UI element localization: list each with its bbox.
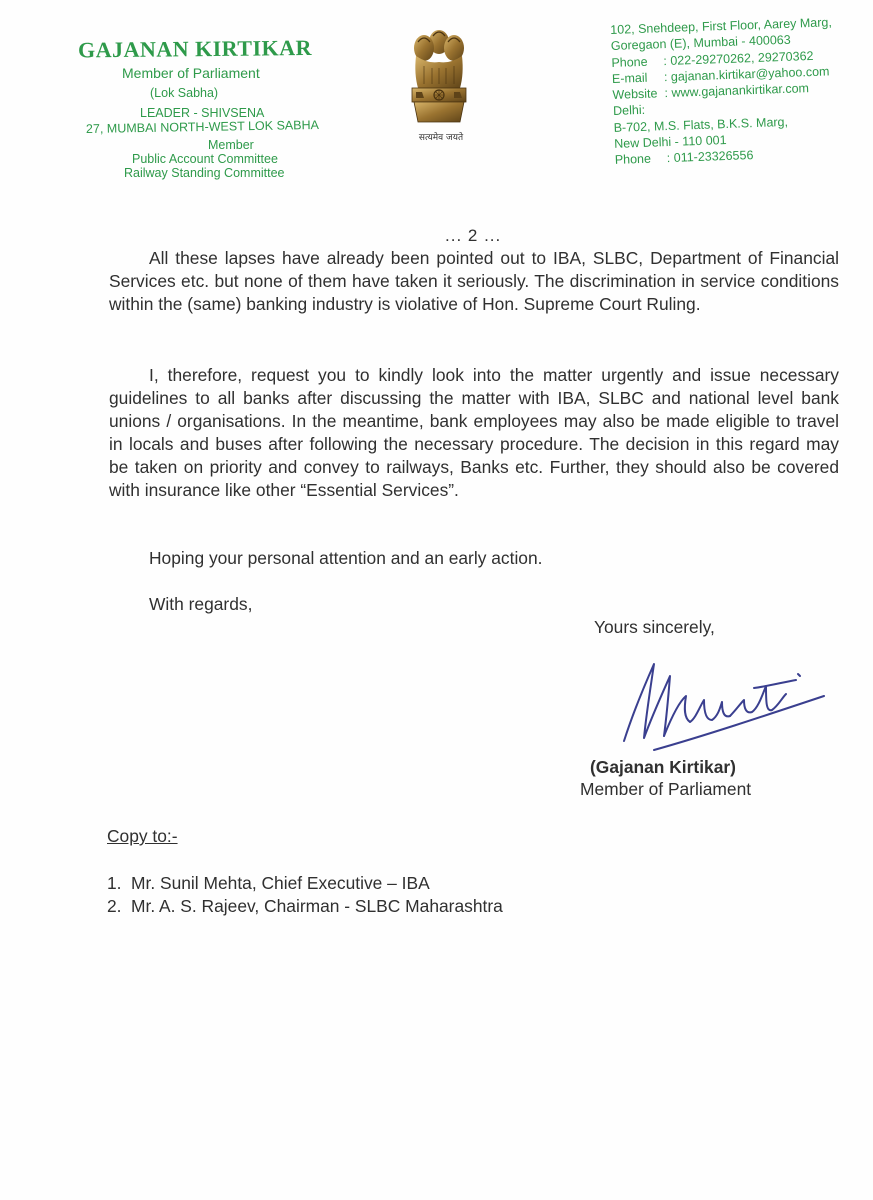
letterhead-house: (Lok Sabha)	[150, 86, 219, 100]
address-line-2: Goregaon (E), Mumbai - 400063	[610, 33, 791, 54]
signatory-name: (Gajanan Kirtikar)	[590, 757, 736, 777]
website-value: : www.gajanankirtikar.com	[664, 81, 810, 101]
delhi-phone-label: Phone	[614, 152, 652, 168]
list-item-number: 2.	[107, 896, 122, 916]
national-emblem-icon	[404, 26, 474, 143]
website-label: Website	[612, 86, 658, 103]
paragraph-2: I, therefore, request you to kindly look into the matter urgently and issue necessary guidelines to all banks after discussing the matter with IBA, SLBC and national level bank unions / organisations. In the meantime, bank employees may also be made eligible to travel in locals and buses after following the necessary procedure. The decision in this regard may be taken on priority and convey to railways, Banks etc. Further, they should also be covered with insurance like other “Essential Services”.	[109, 365, 839, 500]
address-line-1: 102, Snehdeep, First Floor, Aarey Marg,	[610, 15, 833, 37]
delhi-line-2: New Delhi - 110 001	[614, 133, 727, 151]
phone-value: : 022-29270262, 29270362	[663, 48, 814, 68]
list-item-number: 1.	[107, 873, 122, 893]
letterhead-committee-1: Public Account Committee	[132, 152, 278, 166]
letterhead-name: GAJANAN KIRTIKAR	[77, 34, 313, 63]
letterhead-member: Member	[208, 138, 254, 152]
email-label: E-mail	[611, 70, 648, 86]
letterhead-committee-2: Railway Standing Committee	[124, 166, 285, 180]
email-value: : gajanan.kirtikar@yahoo.com	[663, 64, 830, 85]
list-item-text: Mr. A. S. Rajeev, Chairman - SLBC Maharashtra	[131, 896, 503, 916]
letterhead-party: LEADER - SHIVSENA	[140, 106, 265, 120]
signatory-title: Member of Parliament	[580, 779, 752, 799]
letterhead-left	[77, 34, 348, 180]
list-item	[107, 895, 503, 918]
copy-to-list	[107, 872, 503, 918]
list-item-text: Mr. Sunil Mehta, Chief Executive – IBA	[131, 873, 430, 893]
hoping-line: Hoping your personal attention and an early action.	[149, 548, 543, 568]
signature-icon	[614, 646, 834, 766]
closing-line: Yours sincerely,	[594, 617, 715, 637]
list-item	[107, 872, 503, 895]
letterhead-constituency: 27, MUMBAI NORTH-WEST LOK SABHA	[85, 117, 319, 136]
regards-line: With regards,	[149, 594, 253, 614]
paragraph-1: All these lapses have already been pointed out to IBA, SLBC, Department of Financial Services etc. but none of them have taken it seriously. The discrimination in service conditions within the (same) banking industry is violative of Hon. Supreme Court Ruling.	[109, 248, 839, 314]
letterhead-address	[610, 13, 873, 169]
emblem-motto: सत्यमेव जयते	[418, 133, 464, 143]
copy-to-heading: Copy to:-	[107, 826, 178, 846]
delhi-phone-value: : 011-23326556	[666, 148, 754, 166]
delhi-line-1: B-702, M.S. Flats, B.K.S. Marg,	[613, 114, 789, 135]
phone-label: Phone	[611, 54, 648, 70]
page-number: ... 2 ...	[445, 226, 502, 245]
letterhead-designation: Member of Parliament	[122, 65, 260, 81]
delhi-label: Delhi:	[612, 103, 646, 119]
